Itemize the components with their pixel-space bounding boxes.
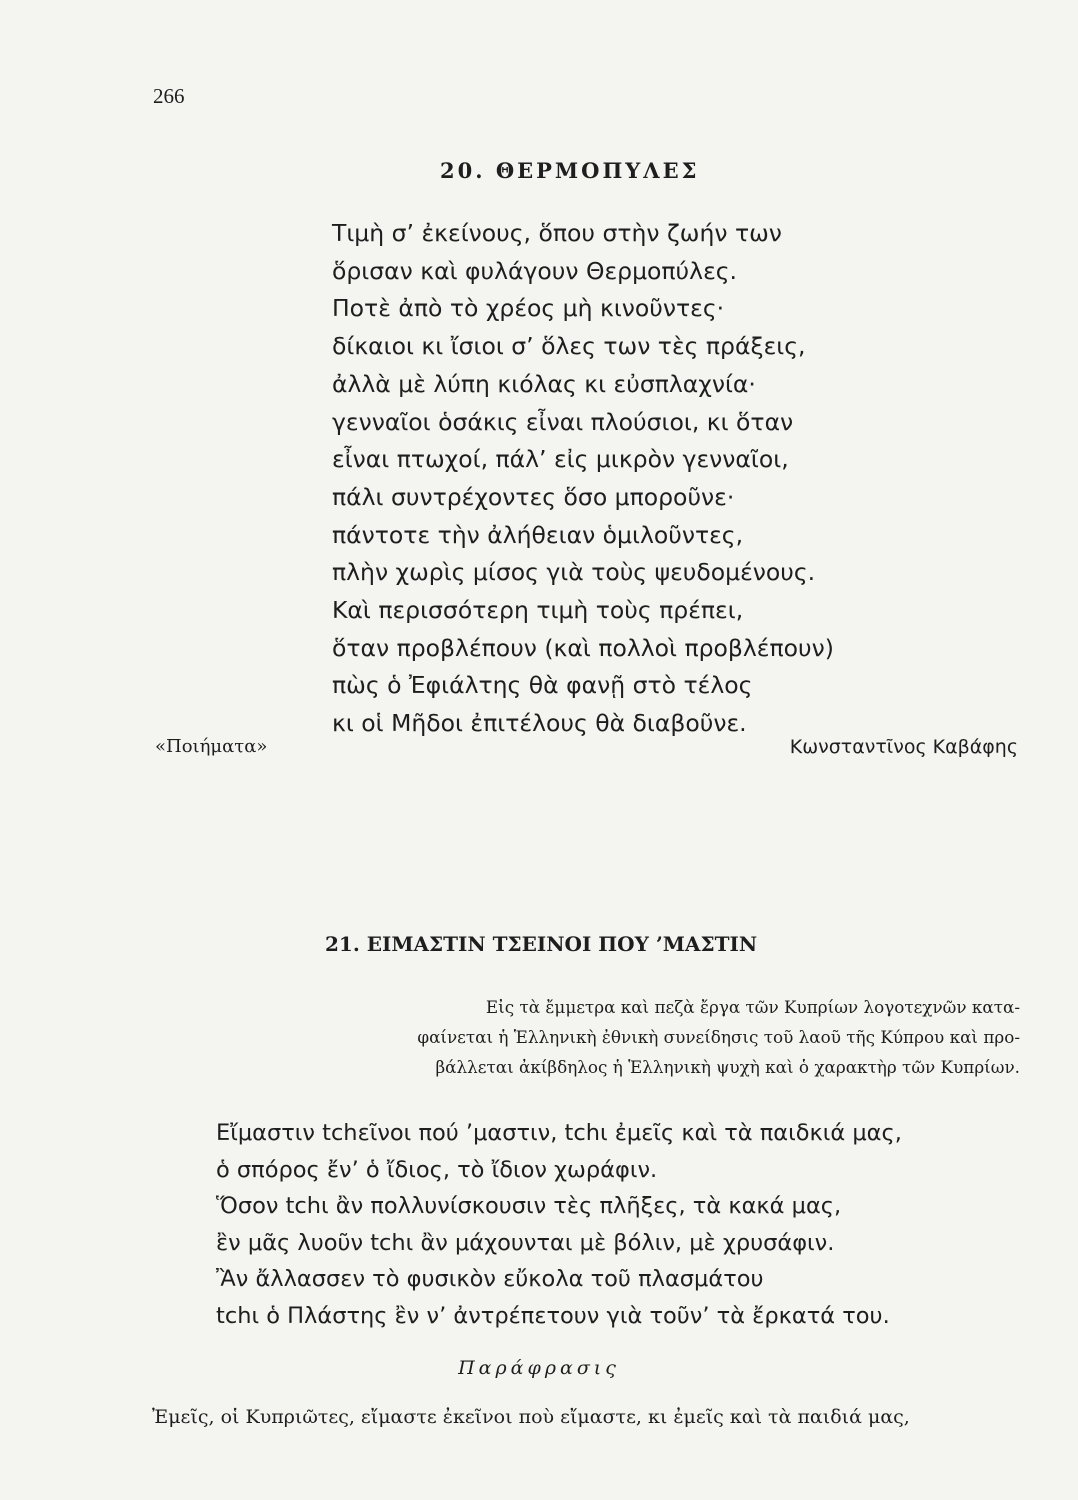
poem-line: Ὅσον tchι ἂν πολλυνίσκουσιν τὲς πλῆξες, τὰ κακά μας, xyxy=(216,1193,842,1219)
poem-line: ὅταν προβλέπουν (καὶ πολλοὶ προβλέπουν) xyxy=(332,633,834,662)
poem-title-thermopyles: 20. ΘΕΡΜΟΠΥΛΕΣ xyxy=(440,158,700,183)
poem-line: πάλι συντρέχοντες ὅσο μποροῦνε· xyxy=(332,482,735,511)
poem-line: ἀλλὰ μὲ λύπη κιόλας κι εὐσπλαχνία· xyxy=(332,369,756,398)
paraphrase-text: Ἐμεῖς, οἱ Κυπριῶτες, εἴμαστε ἐκεῖνοι ποὺ εἴμαστε, κι ἐμεῖς καὶ τὰ παιδιά μας, xyxy=(152,1406,910,1428)
page-number: 266 xyxy=(153,84,185,108)
poem-line: κι οἱ Μῆδοι ἐπιτέλους θὰ διαβοῦνε. xyxy=(332,709,747,738)
poem-line: πάντοτε τὴν ἀλήθειαν ὁμιλοῦντες, xyxy=(332,520,744,549)
poem-line: tchι ὁ Πλάστης ἒν ν’ ἀντρέπετουν γιὰ τοῦν’ τὰ ἔρκατά του. xyxy=(216,1302,890,1329)
poem-source: «Ποιήματα» xyxy=(155,736,268,757)
poem-eimastin xyxy=(216,1115,1016,1334)
poem-line: εἶναι πτωχοί, πάλ’ εἰς μικρὸν γενναῖοι, xyxy=(332,445,789,474)
intro-line: βάλλεται ἀκίβδηλος ἡ Ἑλληνικὴ ψυχὴ καὶ ὁ χαρακτὴρ τῶν Κυπρίων. xyxy=(435,1057,1020,1077)
poem-line: δίκαιοι κι ἴσιοι σ’ ὅλες των τὲς πράξεις, xyxy=(332,332,806,361)
poem-title-eimastin: 21. ΕΙΜΑΣΤΙΝ ΤΣΕΙΝΟΙ ΠΟΥ ’ΜΑΣΤΙΝ xyxy=(325,932,758,956)
poem-line: Ἂν ἄλλασσεν τὸ φυσικὸν εὔκολα τοῦ πλασμάτου xyxy=(216,1266,764,1292)
poem-author: Κωνσταντῖνος Καβάφης xyxy=(789,736,1018,758)
poem-line: Καὶ περισσότερη τιμὴ τοὺς πρέπει, xyxy=(332,596,744,625)
poem-line: Εἴμαστιν tchεῖνοι πού ’μαστιν, tchι ἐμεῖς καὶ τὰ παιδκιά μας, xyxy=(216,1120,902,1146)
poem-line: ἒν μᾶς λυοῦν tchι ἂν μάχουνται μὲ βόλιν, μὲ χρυσάφιν. xyxy=(216,1229,835,1256)
intro-line: Εἰς τὰ ἔμμετρα καὶ πεζὰ ἔργα τῶν Κυπρίων λογοτεχνῶν κατα- xyxy=(485,997,1020,1017)
poem-line: Τιμὴ σ’ ἐκείνους, ὅπου στὴν ζωήν των xyxy=(332,219,782,247)
paraphrase-heading: Παράφρασις xyxy=(458,1357,620,1379)
poem-line: πλὴν χωρὶς μίσος γιὰ τοὺς ψευδομένους. xyxy=(332,558,816,587)
intro-line: φαίνεται ἡ Ἑλληνικὴ ἐθνικὴ συνείδησις τοῦ λαοῦ τῆς Κύπρου καὶ προ- xyxy=(417,1027,1020,1047)
poem-thermopyles xyxy=(332,215,892,743)
poem-line: Ποτὲ ἀπὸ τὸ χρέος μὴ κινοῦντες· xyxy=(332,294,725,323)
poem-line: ὅρισαν καὶ φυλάγουν Θερμοπύλες. xyxy=(332,256,738,285)
poem-line: πὼς ὁ Ἐφιάλτης θὰ φανῇ στὸ τέλος xyxy=(332,671,753,700)
poem-introduction xyxy=(190,992,1020,1082)
poem-line: ὁ σπόρος ἔν’ ὁ ἴδιος, τὸ ἴδιον χωράφιν. xyxy=(216,1156,658,1183)
poem-line: γενναῖοι ὁσάκις εἶναι πλούσιοι, κι ὅταν xyxy=(332,407,794,436)
